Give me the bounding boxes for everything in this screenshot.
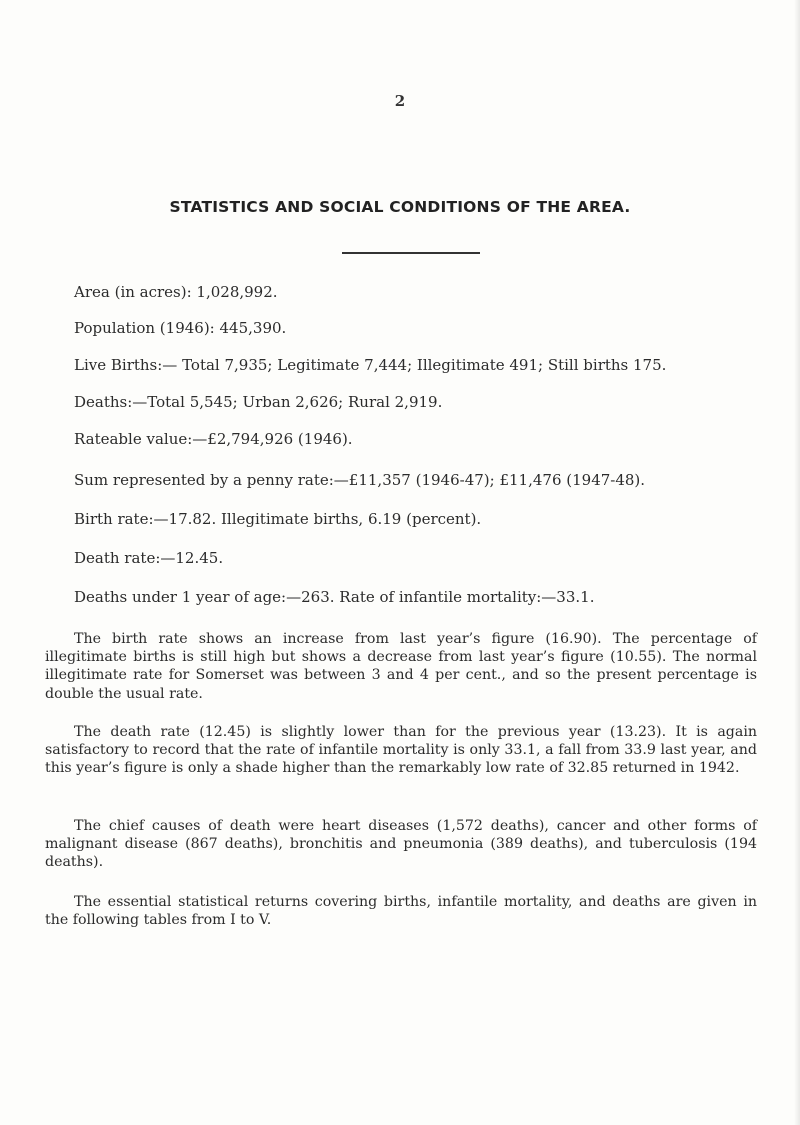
title-divider <box>342 252 480 254</box>
fact-infant-deaths: Deaths under 1 year of age:—263. Rate of infantile mortality:—33.1. <box>74 588 595 606</box>
paragraph-text: The birth rate shows an increase from last year’s figure (16.90). The percentage of illegitimate births is still high but shows a decrease from last year’s figure (10.55). The normal illegitimate rate for Somerset was between 3 and 4 per cent., and so the present percentage is double the usual rate. <box>45 631 757 702</box>
paragraph-birth-rate <box>45 630 757 703</box>
page-title: STATISTICS AND SOCIAL CONDITIONS OF THE AREA. <box>169 198 631 216</box>
fact-population: Population (1946): 445,390. <box>74 319 287 337</box>
paragraph-text: The death rate (12.45) is slightly lower than for the previous year (13.23). It is again satisfactory to record that the rate of infantile mortality is only 33.1, a fall from 33.9 last year, and this year’s figure is only a shade higher than the remarkably low rate of 32.85 returned in 1942. <box>45 724 757 777</box>
paragraph-death-rate <box>45 723 757 778</box>
fact-area: Area (in acres): 1,028,992. <box>74 283 278 301</box>
page-number: 2 <box>394 92 406 110</box>
fact-deaths: Deaths:—Total 5,545; Urban 2,626; Rural 2,919. <box>74 393 443 411</box>
paragraph-text: The chief causes of death were heart diseases (1,572 deaths), cancer and other forms of malignant disease (867 deaths), bronchitis and pneumonia (389 deaths), and tuberculosis (194 deaths). <box>45 818 757 871</box>
paragraph-text: The essential statistical returns covering births, infantile mortality, and deaths are given in the following tables from I to V. <box>45 894 757 929</box>
fact-birth-rate: Birth rate:—17.82. Illegitimate births, 6.19 (percent). <box>74 510 482 528</box>
fact-live-births: Live Births:— Total 7,935; Legitimate 7,444; Illegitimate 491; Still births 175. <box>74 356 667 374</box>
fact-death-rate: Death rate:—12.45. <box>74 549 224 567</box>
page-edge-shadow <box>794 0 800 1125</box>
paragraph-causes-of-death <box>45 817 757 872</box>
paragraph-statistical-returns <box>45 893 757 929</box>
fact-rateable-value: Rateable value:—£2,794,926 (1946). <box>74 430 353 448</box>
fact-penny-rate: Sum represented by a penny rate:—£11,357 (1946-47); £11,476 (1947-48). <box>74 471 646 489</box>
